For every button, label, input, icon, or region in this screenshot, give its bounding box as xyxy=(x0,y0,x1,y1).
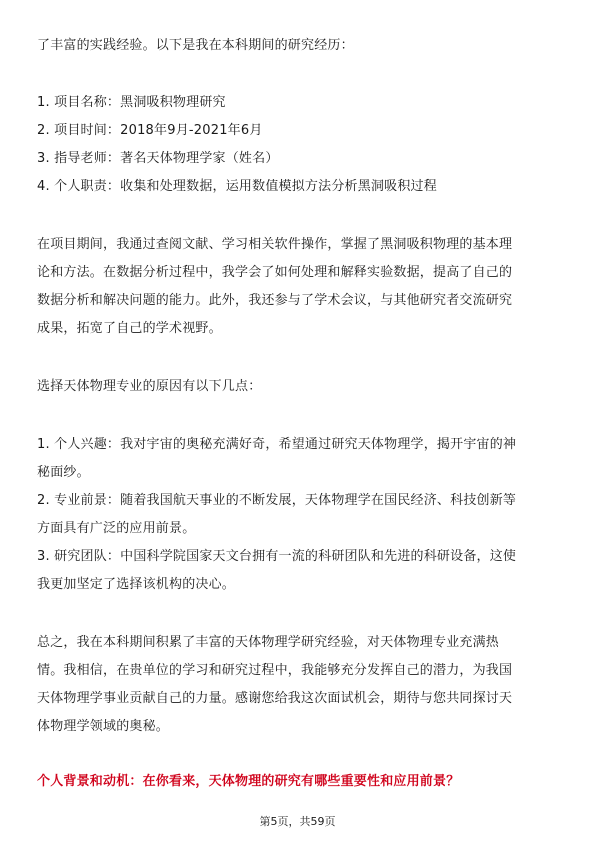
reason-line: 3. 研究团队：中国科学院国家天文台拥有一流的科研团队和先进的科研设备，这使 xyxy=(37,549,517,564)
paragraph-line: 数据分析和解决问题的能力。此外，我还参与了学术会议，与其他研究者交流研究 xyxy=(37,293,513,308)
project-item-name: 1. 项目名称：黑洞吸积物理研究 xyxy=(37,95,226,110)
reason-line: 我更加坚定了选择该机构的决心。 xyxy=(37,577,236,592)
reason-line: 1. 个人兴趣：我对宇宙的奥秘充满好奇，希望通过研究天体物理学，揭开宇宙的神 xyxy=(37,437,517,452)
conclusion-line: 天体物理学事业贡献自己的力量。感谢您给我这次面试机会，期待与您共同探讨天 xyxy=(37,691,513,706)
project-item-advisor: 3. 指导老师：著名天体物理学家（姓名） xyxy=(37,151,279,166)
conclusion-line: 情。我相信，在贵单位的学习和研究过程中，我能够充分发挥自己的潜力，为我国 xyxy=(37,663,513,678)
paragraph-line: 论和方法。在数据分析过程中，我学会了如何处理和解释实验数据，提高了自己的 xyxy=(37,265,513,280)
conclusion-line: 总之，我在本科期间积累了丰富的天体物理学研究经验，对天体物理专业充满热 xyxy=(37,635,500,650)
project-item-duty: 4. 个人职责：收集和处理数据，运用数值模拟方法分析黑洞吸积过程 xyxy=(37,179,437,194)
interview-question: 个人背景和动机：在你看来，天体物理的研究有哪些重要性和应用前景？ xyxy=(37,774,460,789)
reason-line: 秘面纱。 xyxy=(37,465,90,480)
reason-line: 2. 专业前景：随着我国航天事业的不断发展，天体物理学在国民经济、科技创新等 xyxy=(37,493,517,508)
project-item-time: 2. 项目时间：2018年9月-2021年6月 xyxy=(37,123,263,138)
page-number: 第5页，共59页 xyxy=(259,815,336,828)
reason-line: 方面具有广泛的应用前景。 xyxy=(37,521,196,536)
paragraph-line: 成果，拓宽了自己的学术视野。 xyxy=(37,321,222,336)
paragraph-line: 在项目期间，我通过查阅文献、学习相关软件操作，掌握了黑洞吸积物理的基本理 xyxy=(37,237,513,252)
intro-text: 了丰富的实践经验。以下是我在本科期间的研究经历： xyxy=(37,38,354,53)
reasons-intro: 选择天体物理专业的原因有以下几点： xyxy=(37,379,262,394)
conclusion-line: 体物理学领域的奥秘。 xyxy=(37,719,170,734)
